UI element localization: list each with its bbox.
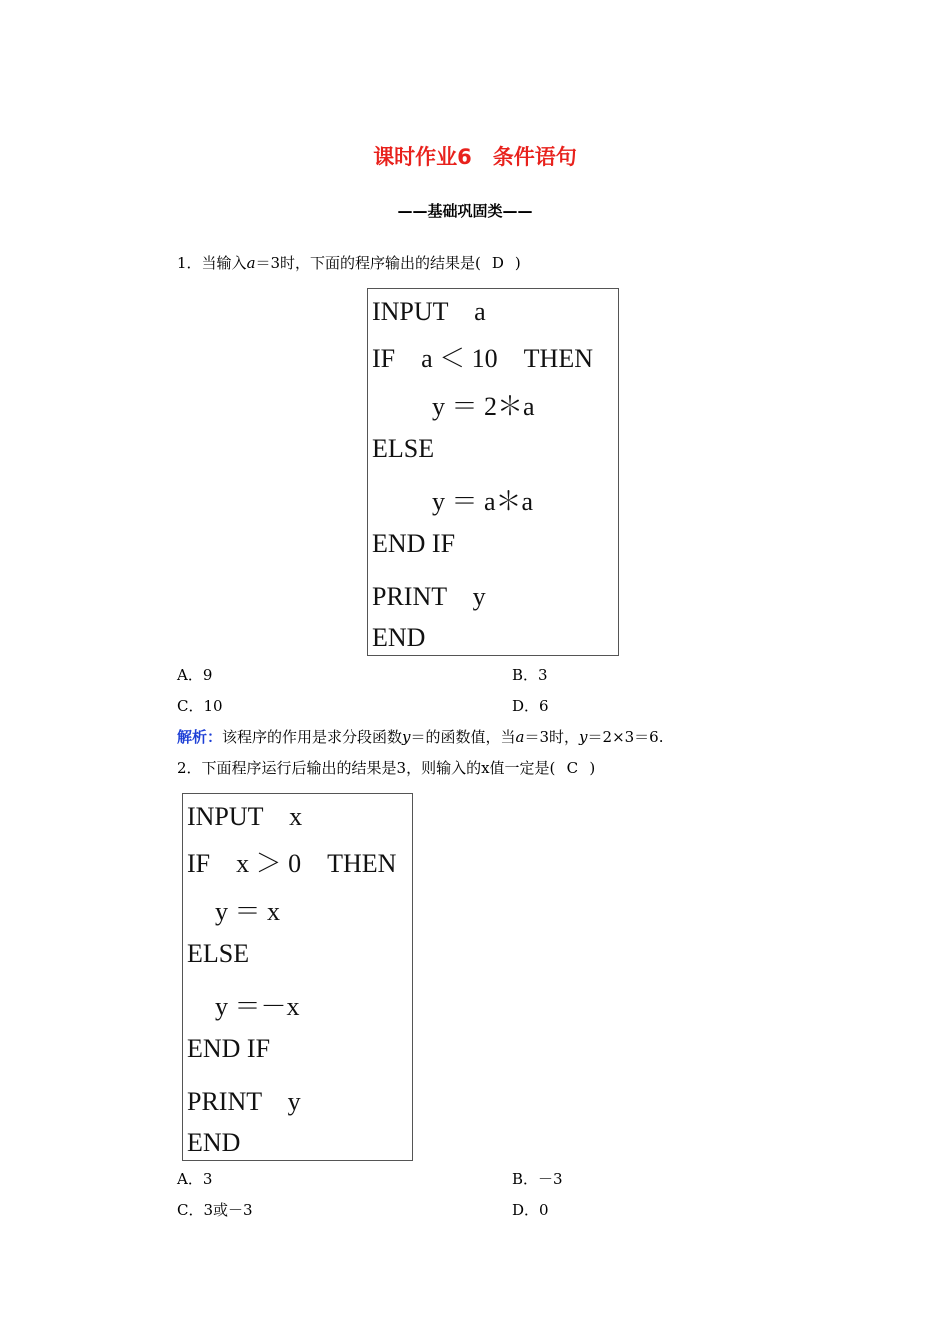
answer-letter: D bbox=[491, 254, 504, 272]
option-d: D．6 bbox=[512, 697, 549, 715]
answer-letter: C bbox=[566, 759, 579, 777]
code-line: PRINT y bbox=[187, 1087, 301, 1116]
question-text: 当输入 bbox=[201, 254, 247, 272]
code-line: y ＝ x bbox=[215, 897, 281, 926]
code-line: ELSE bbox=[372, 434, 435, 463]
code-line: END IF bbox=[187, 1034, 271, 1063]
code-box-2 bbox=[182, 793, 413, 1161]
code-line: END bbox=[372, 623, 426, 652]
code-line: IF a ＜ 10 THEN bbox=[372, 344, 593, 373]
option-a: A．3 bbox=[177, 1170, 213, 1188]
solution-text: ＝的函数值，当 bbox=[410, 728, 516, 746]
question-text: 下面程序运行后输出的结果是3，则输入的x值一定是( bbox=[201, 759, 556, 777]
solution-text: ＝2×3＝6. bbox=[587, 728, 664, 746]
option-c: C．3或－3 bbox=[177, 1201, 253, 1219]
question-2 bbox=[177, 758, 595, 778]
solution-colon: ： bbox=[207, 728, 223, 746]
variable-a: a bbox=[246, 254, 256, 272]
option-b: B．3 bbox=[512, 666, 548, 684]
code-line: y ＝ 2＊a bbox=[432, 392, 535, 421]
question-number: 2． bbox=[177, 759, 202, 777]
solution-text: ＝3时， bbox=[524, 728, 580, 746]
code-line: IF x ＞ 0 THEN bbox=[187, 849, 397, 878]
option-b: B．－3 bbox=[512, 1170, 563, 1188]
variable-y: y bbox=[402, 728, 411, 746]
code-line: END IF bbox=[372, 529, 456, 558]
solution-label: 解析 bbox=[177, 728, 208, 746]
code-line: ELSE bbox=[187, 939, 250, 968]
code-box-1 bbox=[367, 288, 619, 656]
question-1 bbox=[177, 253, 521, 273]
solution-1 bbox=[177, 727, 664, 747]
variable-a: a bbox=[515, 728, 525, 746]
solution-text: 该程序的作用是求分段函数 bbox=[222, 728, 403, 746]
code-line: y ＝－x bbox=[215, 992, 300, 1021]
code-line: y ＝ a＊a bbox=[432, 487, 534, 516]
question-text: ＝3时，下面的程序输出的结果是( bbox=[255, 254, 481, 272]
code-line: END bbox=[187, 1128, 241, 1157]
code-line: INPUT a bbox=[372, 297, 486, 326]
code-line: PRINT y bbox=[372, 582, 486, 611]
question-number: 1． bbox=[177, 254, 202, 272]
variable-y: y bbox=[579, 728, 588, 746]
code-line: INPUT x bbox=[187, 802, 303, 831]
page-title: 课时作业6 条件语句 bbox=[373, 145, 577, 169]
option-d: D．0 bbox=[512, 1201, 549, 1219]
option-c: C．10 bbox=[177, 697, 223, 715]
close-paren: ) bbox=[589, 759, 596, 777]
option-a: A．9 bbox=[177, 666, 213, 684]
close-paren: ) bbox=[514, 254, 521, 272]
section-heading: ——基础巩固类—— bbox=[397, 202, 533, 220]
